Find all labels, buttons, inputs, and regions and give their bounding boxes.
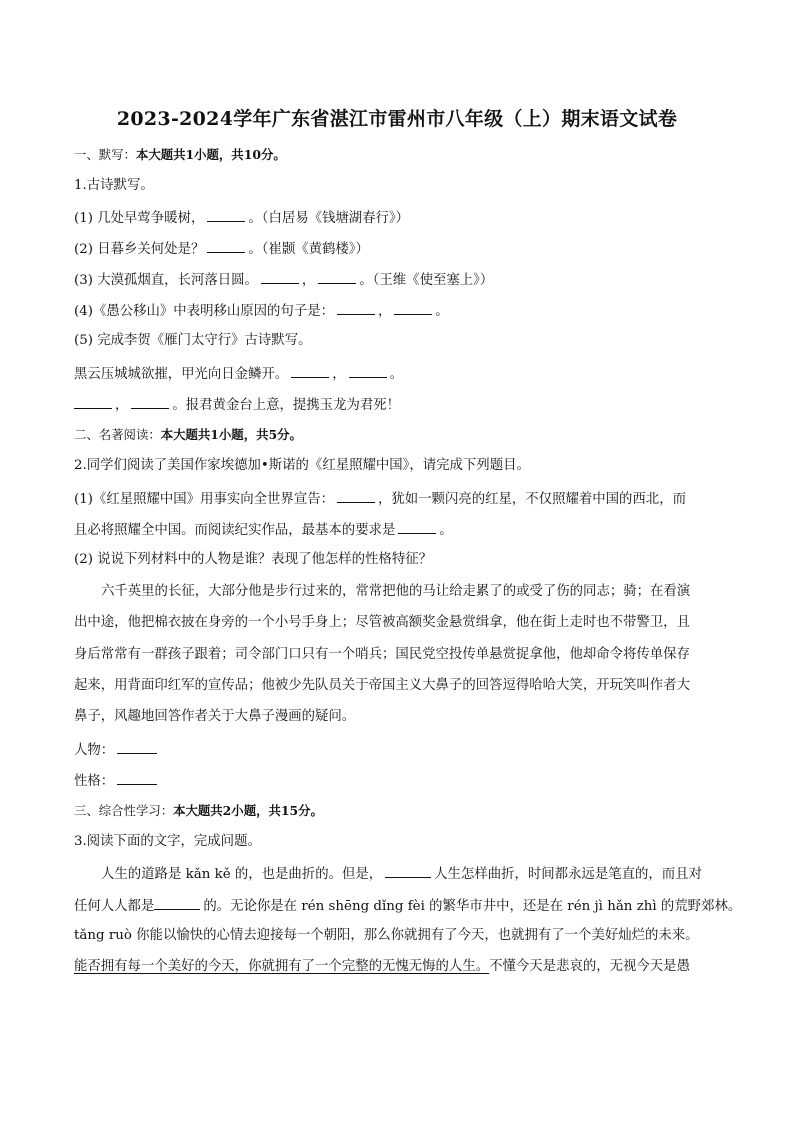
page-title: 2023-2024学年广东省湛江市雷州市八年级（上）期末语文试卷 — [116, 108, 678, 130]
section-1-prefix: 一、默写： — [74, 147, 136, 162]
q1-l3-post: 。（王维《使至塞上》） — [359, 273, 494, 288]
answer-blank[interactable] — [117, 740, 157, 754]
q1-l2-post: 。（崔颢《黄鹤楼》） — [248, 242, 369, 257]
q1-l6-mid: ， — [332, 367, 346, 382]
answer-blank[interactable] — [291, 364, 329, 378]
q1-line-2 — [74, 239, 724, 259]
q1-line-3 — [74, 270, 724, 290]
q3-passage-line-3: tǎng ruò 你能以愉快的心情去迎接每一个朝阳，那么你就拥有了今天，也就拥有了一个美好灿烂的未来。 — [74, 928, 699, 943]
q2-p1b-pre: 且必将照耀全中国。而阅读纪实作品，最基本的要求是 — [74, 523, 396, 538]
q1-l4-mid: ， — [378, 304, 392, 319]
q2-part-1 — [74, 489, 724, 509]
section-3-prefix: 三、综合性学习： — [74, 803, 174, 818]
q1-l7-post: 。报君黄金台上意，提携玉龙为君死！ — [172, 398, 401, 413]
q2-passage-line: 出中途，他把棉衣披在身旁的一个小号手身上；尽管被高额奖金悬赏缉拿，他在街上走时也不带警卫，且 — [74, 615, 690, 630]
answer-blank[interactable] — [337, 489, 375, 503]
q3-passage-line-1 — [74, 864, 724, 884]
q1-l1-pre: (1) 几处早莺争暖树， — [74, 211, 205, 226]
answer-blank[interactable] — [207, 239, 245, 253]
q1-stem: 1.古诗默写。 — [74, 178, 154, 193]
answer-blank[interactable] — [385, 864, 431, 878]
q1-l2-pre: (2) 日暮乡关何处是？ — [74, 242, 205, 257]
answer-blank[interactable] — [398, 520, 436, 534]
answer-blank[interactable] — [261, 270, 299, 284]
q1-l4-pre: (4)《愚公移山》中表明移山原因的句子是： — [74, 304, 334, 319]
q3-stem: 3.阅读下面的文字，完成问题。 — [74, 834, 261, 849]
answer-blank[interactable] — [349, 364, 387, 378]
q3-l4-rest: 不懂今天是悲哀的，无视今天是愚 — [489, 959, 690, 974]
q2-passage-line: 鼻子，风趣地回答作者关于大鼻子漫画的疑问。 — [74, 709, 356, 724]
q2-passage-line: 身后常常有一群孩子跟着；司令部门口只有一个哨兵；国民党空投传单悬赏捉拿他，他却命令将传单保存 — [74, 647, 690, 662]
q3-l1-pre: 人生的道路是 kǎn kě 的，也是曲折的。但是， — [101, 867, 383, 882]
q3-l1-post: 人生怎样曲折，时间都永远是笔直的，而且对 — [434, 867, 702, 882]
q3-passage-line-2 — [74, 896, 742, 916]
answer-blank[interactable] — [394, 301, 432, 315]
q1-line-4 — [74, 301, 724, 321]
q1-l3-pre: (3) 大漠孤烟直，长河落日圆。 — [74, 273, 258, 288]
q1-line-5: (5) 完成李贺《雁门太守行》古诗默写。 — [74, 333, 312, 348]
q3-l2-pre: 任何人人都是 — [74, 899, 155, 914]
answer-blank[interactable] — [74, 395, 112, 409]
trait-label: 性格： — [74, 774, 115, 789]
answer-blank[interactable] — [337, 301, 375, 315]
answer-blank[interactable] — [318, 270, 356, 284]
section-3-heading — [74, 802, 724, 820]
q2-stem: 2.同学们阅读了美国作家埃德加•斯诺的《红星照耀中国》，请完成下列题目。 — [74, 458, 530, 473]
q2-p1b-post: 。 — [439, 523, 453, 538]
q3-passage-line-4 — [74, 958, 724, 976]
q1-line-6 — [74, 364, 724, 384]
q2-part-2: (2) 说说下列材料中的人物是谁？表现了他怎样的性格特征？ — [74, 552, 432, 567]
person-label: 人物： — [74, 743, 115, 758]
section-2-prefix: 二、名著阅读： — [74, 427, 161, 442]
q1-l1-post: 。（白居易《钱塘湖春行》） — [248, 211, 410, 226]
q3-underlined-sentence: 能否拥有每一个美好的今天，你就拥有了一个完整的无愧无悔的人生。 — [74, 959, 490, 974]
section-2-info: 本大题共1小题，共5分。 — [160, 427, 302, 442]
section-2-heading — [74, 426, 724, 444]
q2-person-row — [74, 740, 724, 760]
answer-blank[interactable] — [131, 395, 169, 409]
q1-l6-post: 。 — [389, 367, 404, 382]
q2-p1-post: ，犹如一颗闪亮的红星，不仅照耀着中国的西北，而 — [378, 492, 686, 507]
q2-passage-line: 六千英里的长征，大部分他是步行过来的，常常把他的马让给走累了的或受了伤的同志；骑；在看演 — [101, 584, 691, 599]
section-3-info: 本大题共2小题，共15分。 — [173, 803, 323, 818]
q2-passage-line: 起来，用背面印红军的宣传品；他被少先队员关于帝国主义大鼻子的回答逗得哈哈大笑，开玩笑叫作者大 — [74, 678, 690, 693]
q2-part-1-cont — [74, 520, 724, 540]
q1-line-1 — [74, 208, 724, 228]
q3-l2-post: 的。无论你是在 rén shēng dǐng fèi 的繁华市井中，还是在 rén jì hǎn zhì 的荒野郊林。 — [203, 899, 742, 914]
section-1-heading — [74, 146, 724, 164]
q2-trait-row — [74, 771, 724, 791]
q1-line-7 — [74, 395, 724, 415]
q1-l3-mid: ， — [301, 273, 316, 288]
q2-p1-pre: (1)《红星照耀中国》用事实向全世界宣告： — [74, 492, 334, 507]
section-1-info: 本大题共1小题，共10分。 — [135, 147, 286, 162]
answer-blank[interactable] — [207, 208, 245, 222]
q1-l7-mid: ， — [115, 398, 129, 413]
q1-l4-post: 。 — [435, 304, 449, 319]
q1-l6-pre: 黑云压城城欲摧，甲光向日金鳞开。 — [74, 367, 289, 382]
answer-blank[interactable] — [154, 896, 200, 910]
answer-blank[interactable] — [117, 771, 157, 785]
